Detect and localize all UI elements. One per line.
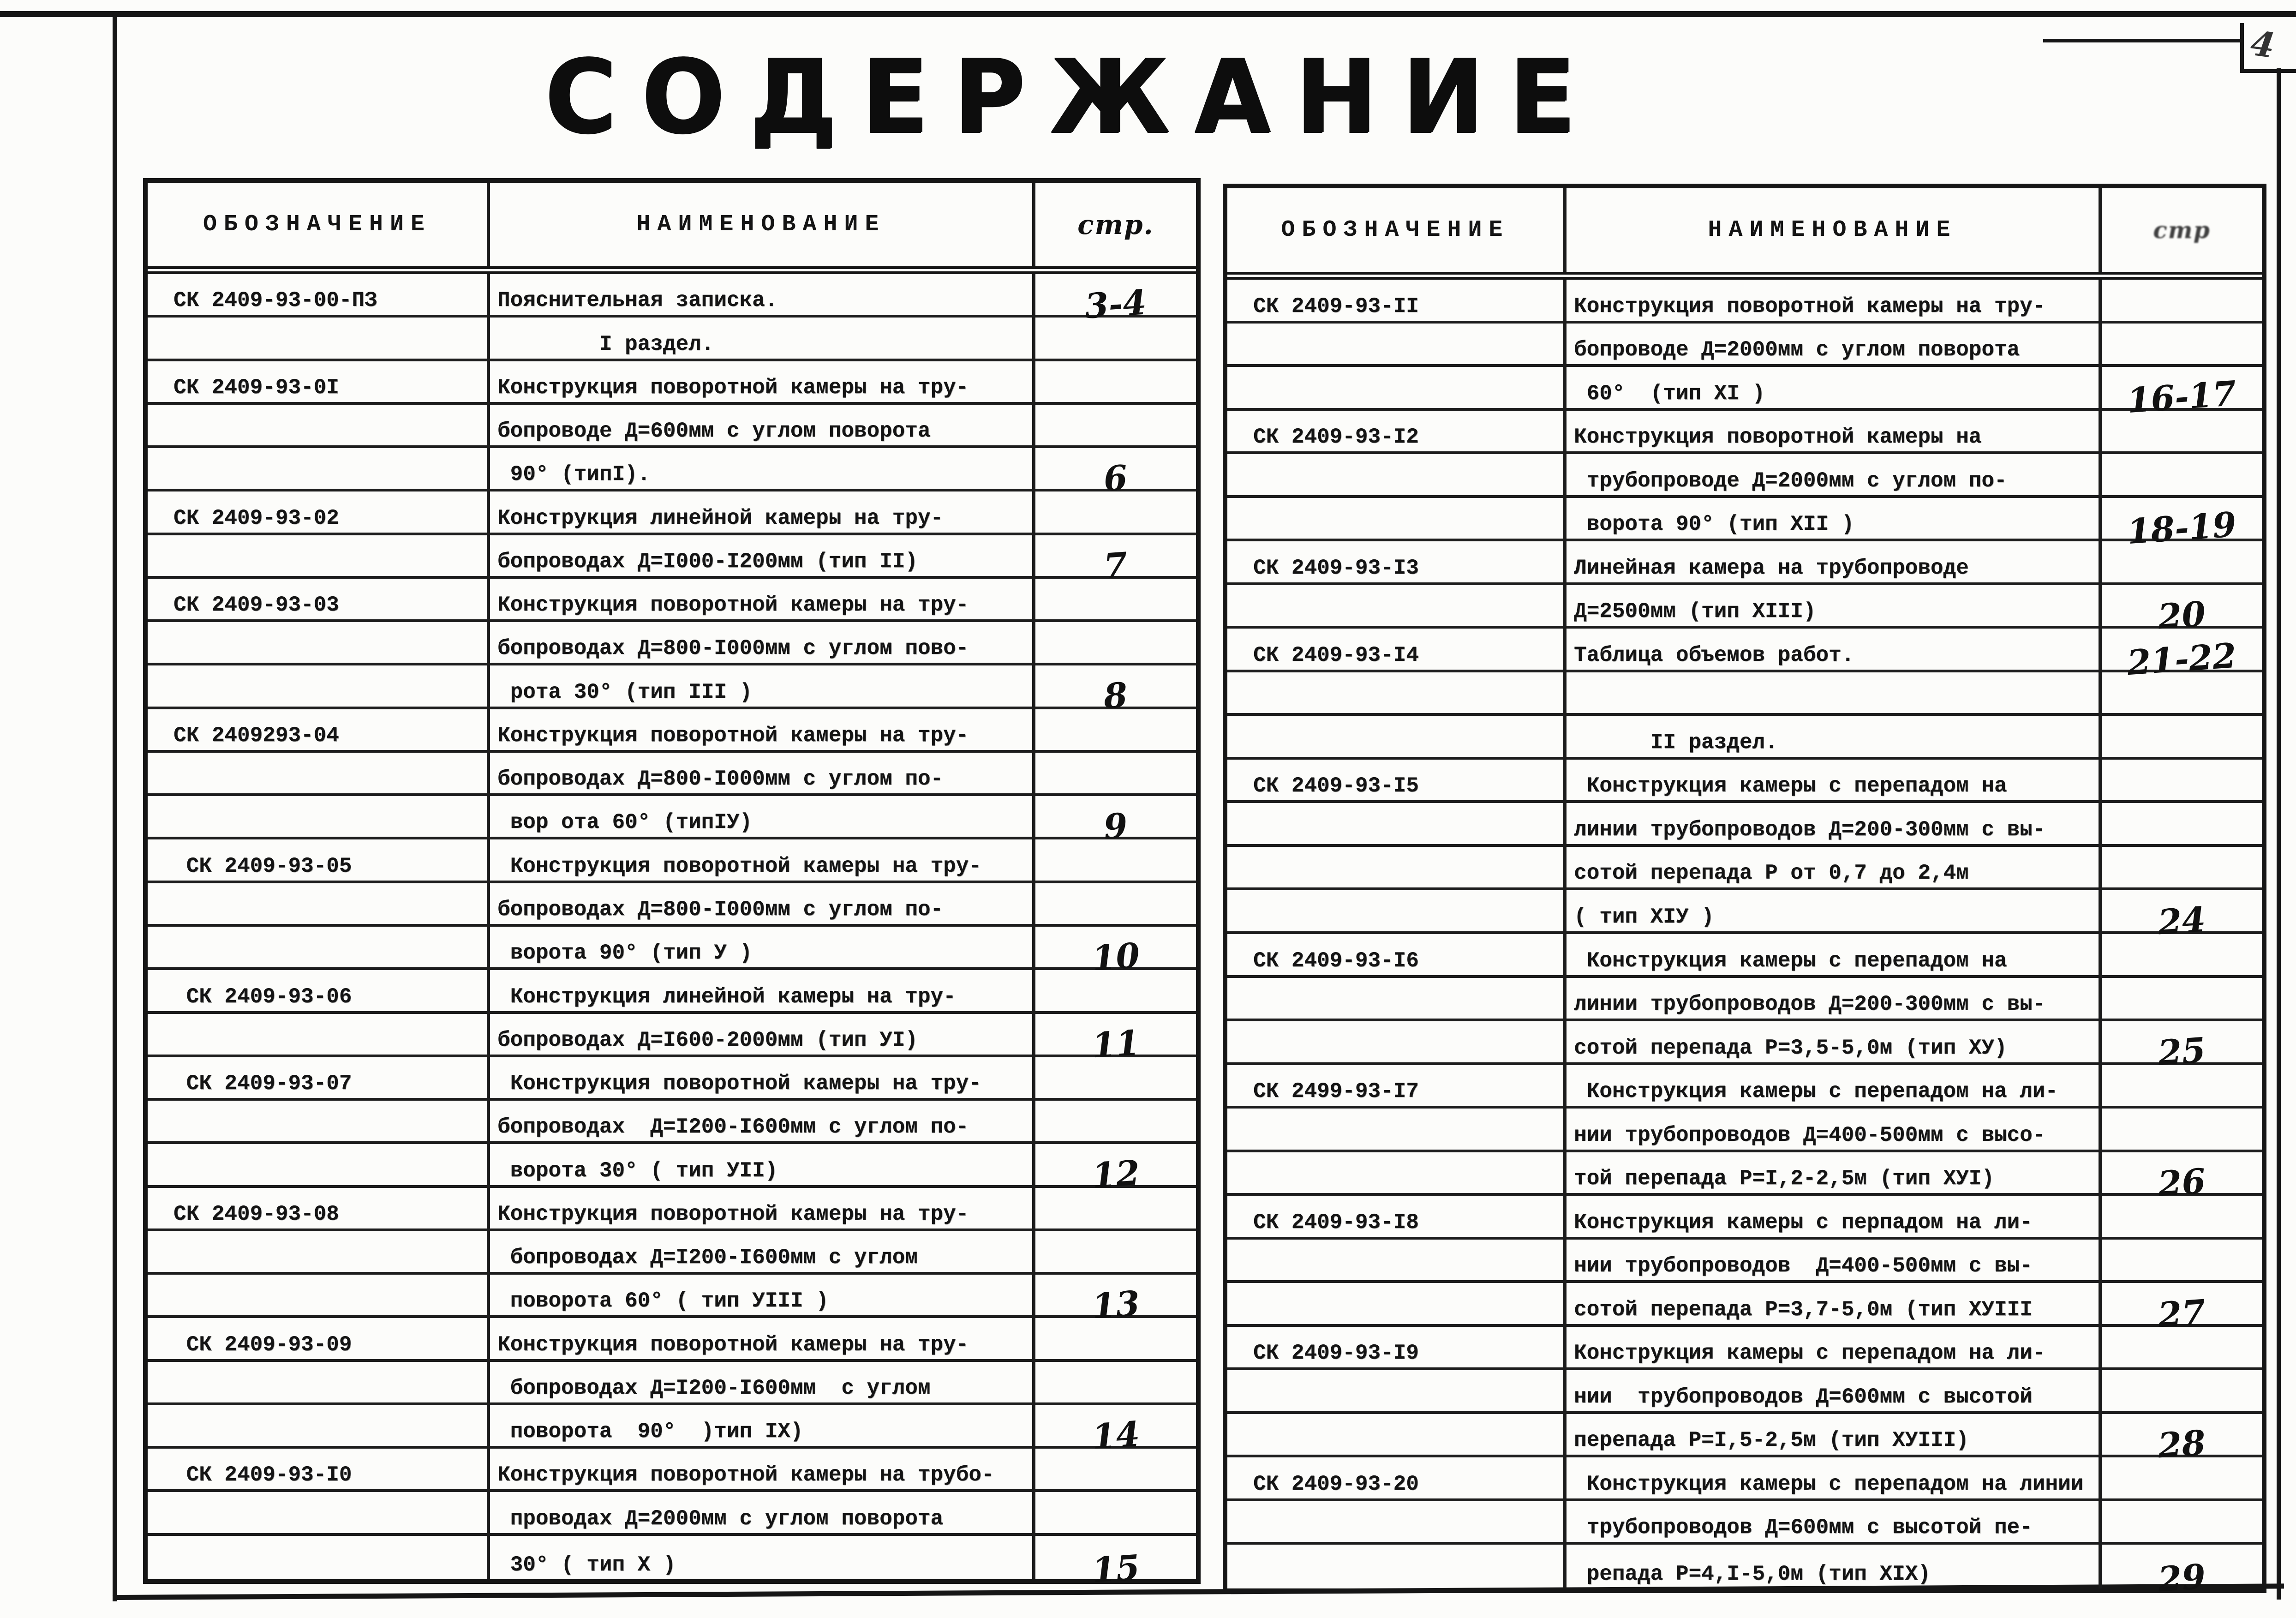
page-border-top	[0, 11, 2296, 17]
table-body	[148, 274, 1196, 1591]
name-cell: Конструкция поворотной камеры на тру-	[490, 361, 1035, 402]
designation-cell: СК 2409-93-02	[148, 491, 490, 532]
name-cell: Конструкция камеры с перепадом на линии	[1567, 1457, 2102, 1498]
toc-row	[1227, 1370, 2262, 1414]
name-cell: трубопроводов Д=600мм с высотой пе-	[1567, 1501, 2102, 1542]
toc-row	[148, 1362, 1196, 1405]
designation-cell: СК 2409-93-I3	[1227, 541, 1567, 582]
designation-cell	[148, 448, 490, 489]
handwritten-page-number: 13	[1090, 1283, 1141, 1327]
designation-cell	[148, 753, 490, 793]
page-cell	[1035, 927, 1196, 979]
designation-cell: СК 2409-93-0I	[148, 361, 490, 402]
page-cell	[1035, 1492, 1196, 1533]
name-cell: бопроводах Д=I200-I600мм с углом	[490, 1231, 1035, 1272]
toc-row	[1227, 1152, 2262, 1205]
toc-row	[1227, 934, 2262, 978]
designation-cell	[148, 1101, 490, 1141]
table-body	[1227, 280, 2262, 1600]
handwritten-page-number: 28	[2157, 1423, 2207, 1466]
handwritten-page-number: 18-19	[2126, 504, 2238, 552]
designation-cell: СК 2409-93-I9	[1227, 1327, 1567, 1368]
name-cell: рота 30° (тип III )	[490, 665, 1035, 706]
name-cell: Конструкция поворотной камеры на тру-	[490, 709, 1035, 750]
name-cell: вор ота 60° (типIУ)	[490, 796, 1035, 837]
designation-cell: СК 2409-93-03	[148, 579, 490, 619]
toc-row	[1227, 978, 2262, 1022]
toc-row	[1227, 280, 2262, 324]
page-cell	[1035, 753, 1196, 793]
designation-cell	[1227, 1021, 1567, 1062]
designation-cell: СК 2409-93-I6	[1227, 934, 1567, 975]
name-cell: бопроводах Д=800-I000мм с углом по-	[490, 753, 1035, 793]
page-cell	[1035, 883, 1196, 924]
designation-cell	[148, 796, 490, 837]
handwritten-page-number: 11	[1090, 1023, 1141, 1066]
designation-cell	[1227, 1370, 1567, 1411]
toc-row	[148, 318, 1196, 361]
name-cell: Конструкция поворотной камеры на тру-	[490, 1188, 1035, 1228]
handwritten-page-number: 29	[2157, 1557, 2207, 1600]
page-cell	[1035, 1231, 1196, 1272]
toc-row	[1227, 1196, 2262, 1240]
name-cell: Линейная камера на трубопроводе	[1567, 541, 2102, 582]
designation-cell: СК 2409-93-00-ПЗ	[148, 274, 490, 315]
toc-row	[1227, 541, 2262, 585]
page-cell	[2102, 847, 2262, 888]
name-cell: ворота 90° (тип XII )	[1567, 498, 2102, 539]
name-cell: 90° (типI).	[490, 448, 1035, 489]
page-cell	[2102, 1414, 2262, 1466]
designation-cell	[148, 1014, 490, 1055]
name-cell: Конструкция камеры с перепадом на	[1567, 760, 2102, 801]
designation-cell: СК 2409-93-05	[148, 839, 490, 880]
name-cell: поворота 60° ( тип УIII )	[490, 1275, 1035, 1315]
name-cell: 60° (тип XI )	[1567, 367, 2102, 408]
toc-row	[1227, 1240, 2262, 1283]
toc-row	[1227, 672, 2262, 716]
toc-row	[148, 927, 1196, 979]
page-cell	[1035, 448, 1196, 499]
designation-cell: СК 2499-93-I7	[1227, 1065, 1567, 1106]
toc-row	[148, 753, 1196, 796]
name-cell: Конструкция линейной камеры на тру-	[490, 491, 1035, 532]
handwritten-page-number: 15	[1090, 1547, 1141, 1591]
page-cell	[1035, 1144, 1196, 1196]
handwritten-page-number: 27	[2157, 1292, 2207, 1336]
toc-row	[1227, 585, 2262, 637]
name-cell: сотой перепада Р от 0,7 до 2,4м	[1567, 847, 2102, 888]
header-designation: ОБОЗНАЧЕНИЕ	[148, 183, 490, 266]
name-cell: сотой перепада Р=3,5-5,0м (тип XУ)	[1567, 1021, 2102, 1062]
header-name: НАИМЕНОВАНИЕ	[490, 183, 1035, 266]
handwritten-page-number: 6	[1102, 458, 1129, 499]
page-cell	[2102, 454, 2262, 495]
handwritten-page-number: 12	[1090, 1153, 1141, 1196]
page-cell	[2102, 716, 2262, 757]
page-cell	[1035, 1101, 1196, 1141]
designation-cell: СК 2409-93-09	[148, 1318, 490, 1359]
name-cell: Конструкция камеры с перепадом на ли-	[1567, 1065, 2102, 1106]
name-cell: бопроводе Д=2000мм с углом поворота	[1567, 324, 2102, 365]
designation-cell: СК 2409-93-I4	[1227, 629, 1567, 670]
toc-row	[1227, 1457, 2262, 1501]
toc-row	[148, 1014, 1196, 1066]
designation-cell	[1227, 847, 1567, 888]
page-cell	[2102, 760, 2262, 801]
toc-row	[1227, 1283, 2262, 1336]
designation-cell	[1227, 454, 1567, 495]
sheet-number: 4	[2248, 23, 2278, 66]
name-cell: 30° ( тип X )	[490, 1536, 1035, 1579]
designation-cell: СК 2409-93-06	[148, 970, 490, 1011]
designation-cell	[148, 622, 490, 663]
designation-cell	[1227, 1109, 1567, 1150]
toc-row	[148, 1405, 1196, 1457]
toc-row	[1227, 411, 2262, 455]
toc-row	[148, 796, 1196, 847]
name-cell: Конструкция поворотной камеры на тру-	[490, 579, 1035, 619]
name-cell: перепада Р=I,5-2,5м (тип XУIII)	[1567, 1414, 2102, 1455]
designation-cell	[1227, 890, 1567, 931]
page-cell	[2102, 1109, 2262, 1150]
toc-row	[148, 535, 1196, 587]
toc-row	[148, 274, 1196, 327]
toc-row	[1227, 1065, 2262, 1109]
toc-row	[148, 1318, 1196, 1361]
name-cell: линии трубопроводов Д=200-300мм с вы-	[1567, 978, 2102, 1019]
designation-cell: СК 2409-93-I5	[1227, 760, 1567, 801]
name-cell: той перепада Р=I,2-2,5м (тип XУI)	[1567, 1152, 2102, 1193]
designation-cell	[148, 318, 490, 358]
toc-row	[148, 970, 1196, 1013]
handwritten-page-number: 20	[2157, 594, 2207, 637]
page-cell	[2102, 280, 2262, 321]
toc-row	[148, 1231, 1196, 1275]
page-border-left	[113, 11, 117, 1601]
name-cell: II раздел.	[1567, 716, 2102, 757]
name-cell: трубопроводе Д=2000мм с углом по-	[1567, 454, 2102, 495]
designation-cell	[1227, 1240, 1567, 1281]
name-cell: поворота 90° )тип IX)	[490, 1405, 1035, 1446]
header-page: стр	[2153, 216, 2211, 244]
handwritten-page-number: 14	[1090, 1414, 1141, 1457]
toc-row	[148, 405, 1196, 448]
designation-cell	[1227, 672, 1567, 713]
corner-box-dash	[2043, 39, 2242, 42]
designation-cell	[1227, 585, 1567, 626]
toc-row	[1227, 1501, 2262, 1545]
designation-cell	[1227, 1545, 1567, 1588]
name-cell: Пояснительная записка.	[490, 274, 1035, 315]
name-cell: репада Р=4,I-5,0м (тип XIX)	[1567, 1545, 2102, 1588]
handwritten-page-number: 10	[1090, 935, 1141, 979]
handwritten-page-number: 24	[2157, 899, 2207, 943]
toc-row	[1227, 1414, 2262, 1466]
toc-row	[148, 491, 1196, 535]
page-cell	[1035, 796, 1196, 847]
designation-cell: СК 2409-93-I8	[1227, 1196, 1567, 1237]
header-name: НАИМЕНОВАНИЕ	[1567, 188, 2102, 272]
toc-row	[148, 1188, 1196, 1231]
designation-cell	[148, 1405, 490, 1446]
toc-row	[148, 579, 1196, 622]
page-cell	[2102, 803, 2262, 844]
designation-cell: СК 2409-93-08	[148, 1188, 490, 1228]
page-cell	[1035, 535, 1196, 587]
toc-row	[1227, 890, 2262, 943]
corner-box-line	[2240, 23, 2244, 72]
designation-cell: СК 2409-93-20	[1227, 1457, 1567, 1498]
page-cell	[1035, 1536, 1196, 1591]
page-cell	[2102, 1152, 2262, 1205]
toc-row	[148, 1057, 1196, 1101]
designation-cell	[148, 927, 490, 967]
page-cell	[2102, 1545, 2262, 1600]
handwritten-page-number: 3-4	[1083, 282, 1148, 327]
handwritten-page-number: 7	[1102, 545, 1129, 587]
toc-row	[1227, 1545, 2262, 1600]
header-designation: ОБОЗНАЧЕНИЕ	[1227, 188, 1567, 272]
header-page: стр.	[1077, 209, 1154, 240]
handwritten-page-number: 16-17	[2126, 374, 2238, 421]
name-cell: ( тип XIУ )	[1567, 890, 2102, 931]
name-cell: Конструкция поворотной камеры на тру-	[490, 839, 1035, 880]
designation-cell	[148, 1492, 490, 1533]
handwritten-page-number: 8	[1102, 675, 1129, 717]
designation-cell	[148, 1231, 490, 1272]
toc-row	[148, 839, 1196, 883]
name-cell: Конструкция поворотной камеры на трубо-	[490, 1449, 1035, 1489]
designation-cell	[1227, 1283, 1567, 1324]
page-cell	[2102, 1240, 2262, 1281]
page-cell	[2102, 367, 2262, 421]
toc-row	[1227, 324, 2262, 367]
page-cell	[1035, 361, 1196, 402]
page-cell	[2102, 1283, 2262, 1336]
page-cell	[2102, 1501, 2262, 1542]
designation-cell: СК 2409-93-I0	[148, 1449, 490, 1489]
designation-cell	[148, 405, 490, 445]
designation-cell	[1227, 803, 1567, 844]
page-cell	[1035, 1362, 1196, 1402]
toc-row	[1227, 1327, 2262, 1371]
name-cell: бопроводе Д=600мм с углом поворота	[490, 405, 1035, 445]
name-cell: Конструкция поворотной камеры на тру-	[1567, 280, 2102, 321]
toc-table-left	[143, 178, 1201, 1591]
page-cell	[2102, 1021, 2262, 1073]
name-cell: нии трубопроводов Д=400-500мм с высо-	[1567, 1109, 2102, 1150]
designation-cell	[1227, 1501, 1567, 1542]
designation-cell	[148, 1275, 490, 1315]
toc-row	[148, 361, 1196, 405]
page-cell	[1035, 665, 1196, 717]
toc-row	[1227, 1109, 2262, 1152]
name-cell: Конструкция линейной камеры на тру-	[490, 970, 1035, 1011]
name-cell: сотой перепада Р=3,7-5,0м (тип XУIII	[1567, 1283, 2102, 1324]
designation-cell	[1227, 716, 1567, 757]
name-cell: Конструкция камеры с перпадом на ли-	[1567, 1196, 2102, 1237]
page-cell	[1035, 622, 1196, 663]
name-cell: Конструкция камеры с перепадом на ли-	[1567, 1327, 2102, 1368]
name-cell: бопроводах Д=I000-I200мм (тип II)	[490, 535, 1035, 576]
page-cell	[2102, 585, 2262, 637]
toc-row	[1227, 454, 2262, 498]
toc-row	[1227, 498, 2262, 552]
page-cell	[2102, 498, 2262, 552]
name-cell: Конструкция камеры с перепадом на	[1567, 934, 2102, 975]
page-cell	[1035, 274, 1196, 327]
toc-row	[1227, 803, 2262, 847]
designation-cell	[148, 535, 490, 576]
name-cell: бопроводах Д=I200-I600мм с углом по-	[490, 1101, 1035, 1141]
toc-table-right	[1223, 184, 2266, 1600]
toc-row	[148, 622, 1196, 665]
name-cell: бопроводах Д=I600-2000мм (тип УI)	[490, 1014, 1035, 1055]
name-cell: ворота 30° ( тип УII)	[490, 1144, 1035, 1185]
designation-cell: СК 2409-93-II	[1227, 280, 1567, 321]
name-cell: проводах Д=2000мм с углом поворота	[490, 1492, 1035, 1533]
page-cell	[2102, 890, 2262, 943]
name-cell: линии трубопроводов Д=200-300мм с вы-	[1567, 803, 2102, 844]
designation-cell	[148, 665, 490, 706]
name-cell: нии трубопроводов Д=600мм с высотой	[1567, 1370, 2102, 1411]
page-border-right	[2277, 68, 2281, 1600]
designation-cell	[148, 883, 490, 924]
handwritten-page-number: 25	[2157, 1030, 2207, 1073]
handwritten-page-number: 26	[2157, 1161, 2207, 1205]
toc-row	[148, 1144, 1196, 1196]
toc-row	[1227, 367, 2262, 421]
designation-cell	[1227, 367, 1567, 408]
page-cell	[2102, 1370, 2262, 1411]
toc-row	[1227, 716, 2262, 760]
name-cell: Конструкция поворотной камеры на	[1567, 411, 2102, 452]
designation-cell	[1227, 1414, 1567, 1455]
designation-cell: СК 2409293-04	[148, 709, 490, 750]
name-cell: нии трубопроводов Д=400-500мм с вы-	[1567, 1240, 2102, 1281]
name-cell	[1567, 672, 2102, 713]
name-cell: ворота 90° (тип У )	[490, 927, 1035, 967]
designation-cell	[1227, 1152, 1567, 1193]
page-cell	[2102, 978, 2262, 1019]
designation-cell	[1227, 324, 1567, 365]
toc-row	[148, 709, 1196, 753]
toc-row	[148, 1449, 1196, 1492]
designation-cell: СК 2409-93-I2	[1227, 411, 1567, 452]
name-cell: I раздел.	[490, 318, 1035, 358]
toc-row	[1227, 760, 2262, 803]
page-cell	[1035, 1405, 1196, 1457]
toc-row	[148, 883, 1196, 927]
toc-row	[148, 1492, 1196, 1535]
page-cell	[1035, 1275, 1196, 1327]
name-cell: Конструкция поворотной камеры на тру-	[490, 1318, 1035, 1359]
name-cell: бопроводах Д=I200-I600мм с углом	[490, 1362, 1035, 1402]
table-header	[1227, 188, 2262, 280]
toc-row	[148, 665, 1196, 717]
toc-row	[148, 1275, 1196, 1327]
page-cell	[1035, 1014, 1196, 1066]
designation-cell	[1227, 978, 1567, 1019]
designation-cell: СК 2409-93-07	[148, 1057, 490, 1098]
toc-row	[1227, 629, 2262, 683]
toc-row	[1227, 1021, 2262, 1073]
toc-row	[148, 1536, 1196, 1591]
page-title: СОДЕРЖАНИЕ	[544, 37, 1601, 156]
designation-cell	[148, 1144, 490, 1185]
corner-box-line	[2240, 69, 2296, 73]
designation-cell	[148, 1536, 490, 1579]
name-cell: Д=2500мм (тип XIII)	[1567, 585, 2102, 626]
page-cell	[1035, 405, 1196, 445]
toc-row	[148, 1101, 1196, 1144]
designation-cell	[1227, 498, 1567, 539]
name-cell: Таблица объемов работ.	[1567, 629, 2102, 670]
designation-cell	[148, 1362, 490, 1402]
page-cell	[2102, 324, 2262, 365]
table-header	[148, 183, 1196, 274]
handwritten-page-number: 9	[1102, 806, 1129, 847]
name-cell: бопроводах Д=800-I000мм с углом пово-	[490, 622, 1035, 663]
toc-row	[1227, 847, 2262, 891]
name-cell: Конструкция поворотной камеры на тру-	[490, 1057, 1035, 1098]
handwritten-page-number: 21-22	[2126, 635, 2238, 683]
name-cell: бопроводах Д=800-I000мм с углом по-	[490, 883, 1035, 924]
toc-row	[148, 448, 1196, 499]
